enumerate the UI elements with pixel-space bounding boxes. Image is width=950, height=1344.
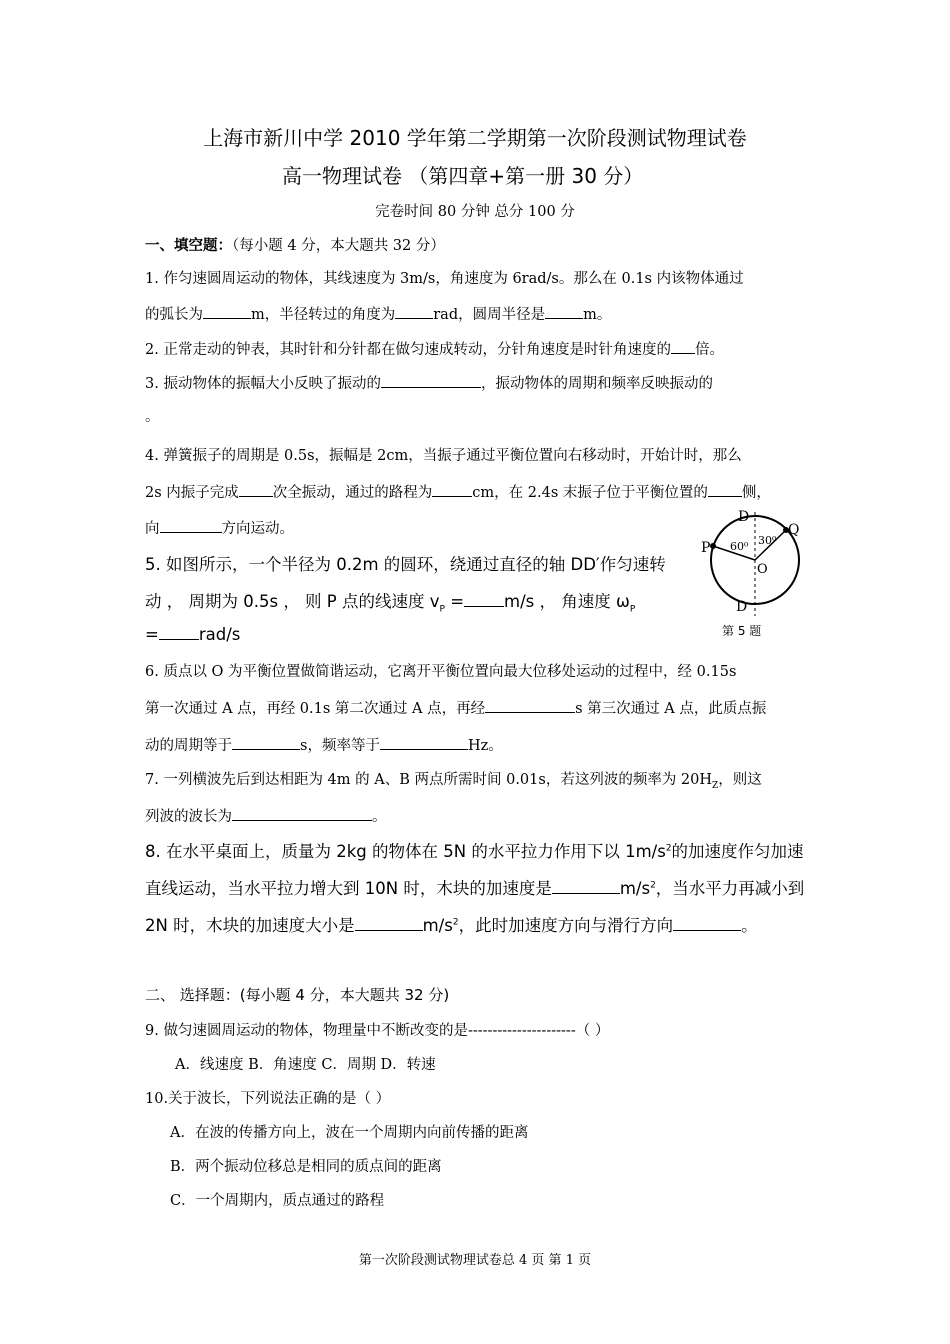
question-7-line-b — [145, 805, 387, 826]
q5-text-3: m/s ， 角速度 ω — [504, 592, 630, 611]
question-1-line-b — [145, 303, 611, 324]
question-3 — [145, 372, 713, 393]
question-4-line-a: 4. 弹簧振子的周期是 0.5s，振幅是 2cm，当振子通过平衡位置向右移动时，开始计时，那么 — [145, 448, 742, 464]
question-10: 10.关于波长，下列说法正确的是（ ） — [145, 1091, 391, 1107]
figure-caption: 第 5 题 — [722, 624, 762, 638]
label-angle-30: 30⁰ — [758, 534, 777, 547]
q4-text-6: 方向运动。 — [221, 521, 294, 537]
q4-text-2: 次全振动，通过的路程为 — [272, 485, 433, 501]
question-9-options: A．线速度 B．角速度 C．周期 D．转速 — [175, 1057, 436, 1073]
exam-title: 上海市新川中学 2010 学年第二学期第一次阶段测试物理试卷 — [203, 126, 747, 150]
q8-text-4: m/s — [619, 879, 651, 898]
q4-text-1: 2s 内振子完成 — [145, 485, 239, 501]
question-1-line-a: 1. 作匀速圆周运动的物体，其线速度为 3m/s，角速度为 6rad/s。那么在 0.1s 内该物体通过 — [145, 271, 744, 287]
question-4-line-b — [145, 481, 771, 502]
section1-heading: 一、填空题： — [145, 238, 232, 254]
q6-blank-frequency[interactable] — [380, 734, 468, 750]
q8-text-2: 的加速度作匀加速 — [671, 842, 804, 861]
question-2 — [145, 338, 724, 359]
point-p — [710, 543, 716, 549]
q5-text-1: 动 ， 周期为 0.5s ， 则 P 点的线速度 v — [145, 592, 440, 611]
question-5-line-c — [145, 624, 240, 644]
exam-subtitle: 高一物理试卷 （第四章+第一册 30 分） — [282, 164, 644, 188]
exam-info: 完卷时间 80 分钟 总分 100 分 — [375, 204, 575, 220]
q5-sub-p: P — [439, 604, 445, 615]
q8-text-1: 8. 在水平桌面上，质量为 2kg 的物体在 5N 的水平拉力作用下以 1m/s — [145, 842, 666, 861]
q8-blank-accel2[interactable] — [355, 915, 423, 931]
q6-text-3: 动的周期等于 — [145, 738, 232, 754]
q4-blank-direction[interactable] — [160, 517, 222, 533]
q3-blank[interactable] — [381, 372, 481, 388]
question-5-line-b — [145, 588, 635, 614]
q7-text-4: 。 — [372, 809, 387, 825]
q6-text-1: 第一次通过 A 点，再经 0.1s 第二次通过 A 点，再经 — [145, 701, 486, 717]
q4-blank-path[interactable] — [432, 481, 472, 497]
question-6-line-a: 6. 质点以 O 为平衡位置做简谐运动，它离开平衡位置向最大位移处运动的过程中，经 0.15s — [145, 664, 737, 680]
q2-text-2: 倍。 — [694, 342, 724, 358]
label-d-bottom: D — [736, 599, 748, 615]
label-o: O — [757, 562, 768, 577]
q2-text-1: 2. 正常走动的钟表，其时针和分针都在做匀速成转动，分针角速度是时针角速度的 — [145, 342, 671, 358]
q3-text-2: ，振动物体的周期和频率反映振动的 — [480, 376, 713, 392]
q8-blank-direction[interactable] — [673, 915, 741, 931]
question-10-option-c: C．一个周期内，质点通过的路程 — [170, 1193, 385, 1209]
section1-heading-line — [145, 234, 445, 255]
question-6-line-c — [145, 734, 503, 755]
question-4-line-c — [145, 517, 294, 538]
q4-blank-count[interactable] — [239, 481, 273, 497]
q1-blank-radius[interactable] — [545, 303, 583, 319]
q7-sub-z: Z — [712, 780, 719, 791]
page-footer: 第一次阶段测试物理试卷总 4 页 第 1 页 — [358, 1253, 592, 1268]
q1-blank-angle[interactable] — [395, 303, 433, 319]
q1-blank-arc[interactable] — [203, 303, 251, 319]
q7-text-3: 列波的波长为 — [145, 809, 232, 825]
q5-text-5: rad/s — [198, 625, 241, 644]
question-3-end: 。 — [145, 409, 160, 425]
q8-text-6: 2N 时，木块的加速度大小是 — [145, 916, 355, 935]
q5-blank-omega[interactable] — [159, 624, 199, 640]
question-8-line-a — [145, 838, 804, 862]
q1-text-3: rad，圆周半径是 — [433, 307, 546, 323]
section1-note: （每小题 4 分，本大题共 32 分） — [232, 238, 445, 254]
label-q: Q — [788, 522, 800, 538]
q6-blank-time[interactable] — [485, 697, 575, 713]
question-10-option-b: B．两个振动位移总是相同的质点间的距离 — [170, 1159, 442, 1175]
q7-text-2: ，则这 — [718, 772, 762, 788]
q8-text-7: m/s — [422, 916, 453, 935]
label-angle-60: 60⁰ — [730, 540, 749, 553]
q5-text-4: = — [145, 625, 159, 644]
q2-blank[interactable] — [671, 338, 695, 354]
q8-sup-1: 2 — [665, 843, 672, 854]
q1-text-2: m，半径转过的角度为 — [251, 307, 396, 323]
q8-text-8: ，此时加速度方向与滑行方向 — [458, 916, 674, 935]
q1-text-1: 的弧长为 — [145, 307, 203, 323]
q8-text-9: 。 — [741, 916, 758, 935]
q1-text-4: m。 — [583, 307, 612, 323]
q4-text-3: cm，在 2.4s 末振子位于平衡位置的 — [472, 485, 708, 501]
question-8-line-c — [145, 912, 758, 936]
section2-heading: 二、 选择题：(每小题 4 分，本大题共 32 分) — [145, 986, 450, 1004]
q8-text-5: ，当水平力再减小到 — [655, 879, 805, 898]
q5-blank-velocity[interactable] — [464, 591, 504, 607]
label-p: P — [701, 540, 711, 556]
q8-sup-2: 2 — [650, 880, 656, 891]
q3-text-1: 3. 振动物体的振幅大小反映了振动的 — [145, 376, 381, 392]
question-5-figure — [700, 508, 810, 640]
q6-blank-period[interactable] — [232, 734, 300, 750]
q7-blank-wavelength[interactable] — [232, 805, 372, 821]
q5-text-2: = — [444, 592, 465, 611]
q6-text-5: Hz。 — [467, 738, 503, 754]
q4-text-5: 向 — [145, 521, 160, 537]
q4-text-4: 侧， — [741, 485, 771, 501]
q4-blank-side[interactable] — [708, 481, 742, 497]
q5-sub-p2: P — [629, 604, 636, 615]
question-7-line-a — [145, 768, 762, 791]
label-d-top: D — [738, 509, 750, 525]
q6-text-2: s 第三次通过 A 点，此质点振 — [575, 701, 767, 717]
question-5-line-a: 5. 如图所示，一个半径为 0.2m 的圆环，绕通过直径的轴 DD′作匀速转 — [145, 555, 666, 574]
question-8-line-b — [145, 875, 804, 899]
question-9: 9. 做匀速圆周运动的物体，物理量中不断改变的是----------------------（ ） — [145, 1023, 610, 1039]
q7-text-1: 7. 一列横波先后到达相距为 4m 的 A、B 两点所需时间 0.01s，若这列波的频率为 20H — [145, 772, 713, 788]
question-10-option-a: A．在波的传播方向上，波在一个周期内向前传播的距离 — [170, 1125, 529, 1141]
q8-blank-accel1[interactable] — [552, 878, 620, 894]
q6-text-4: s，频率等于 — [300, 738, 380, 754]
q8-sup-3: 2 — [452, 917, 459, 928]
question-6-line-b — [145, 697, 766, 718]
q8-text-3: 直线运动，当水平拉力增大到 10N 时，木块的加速度是 — [145, 879, 552, 898]
